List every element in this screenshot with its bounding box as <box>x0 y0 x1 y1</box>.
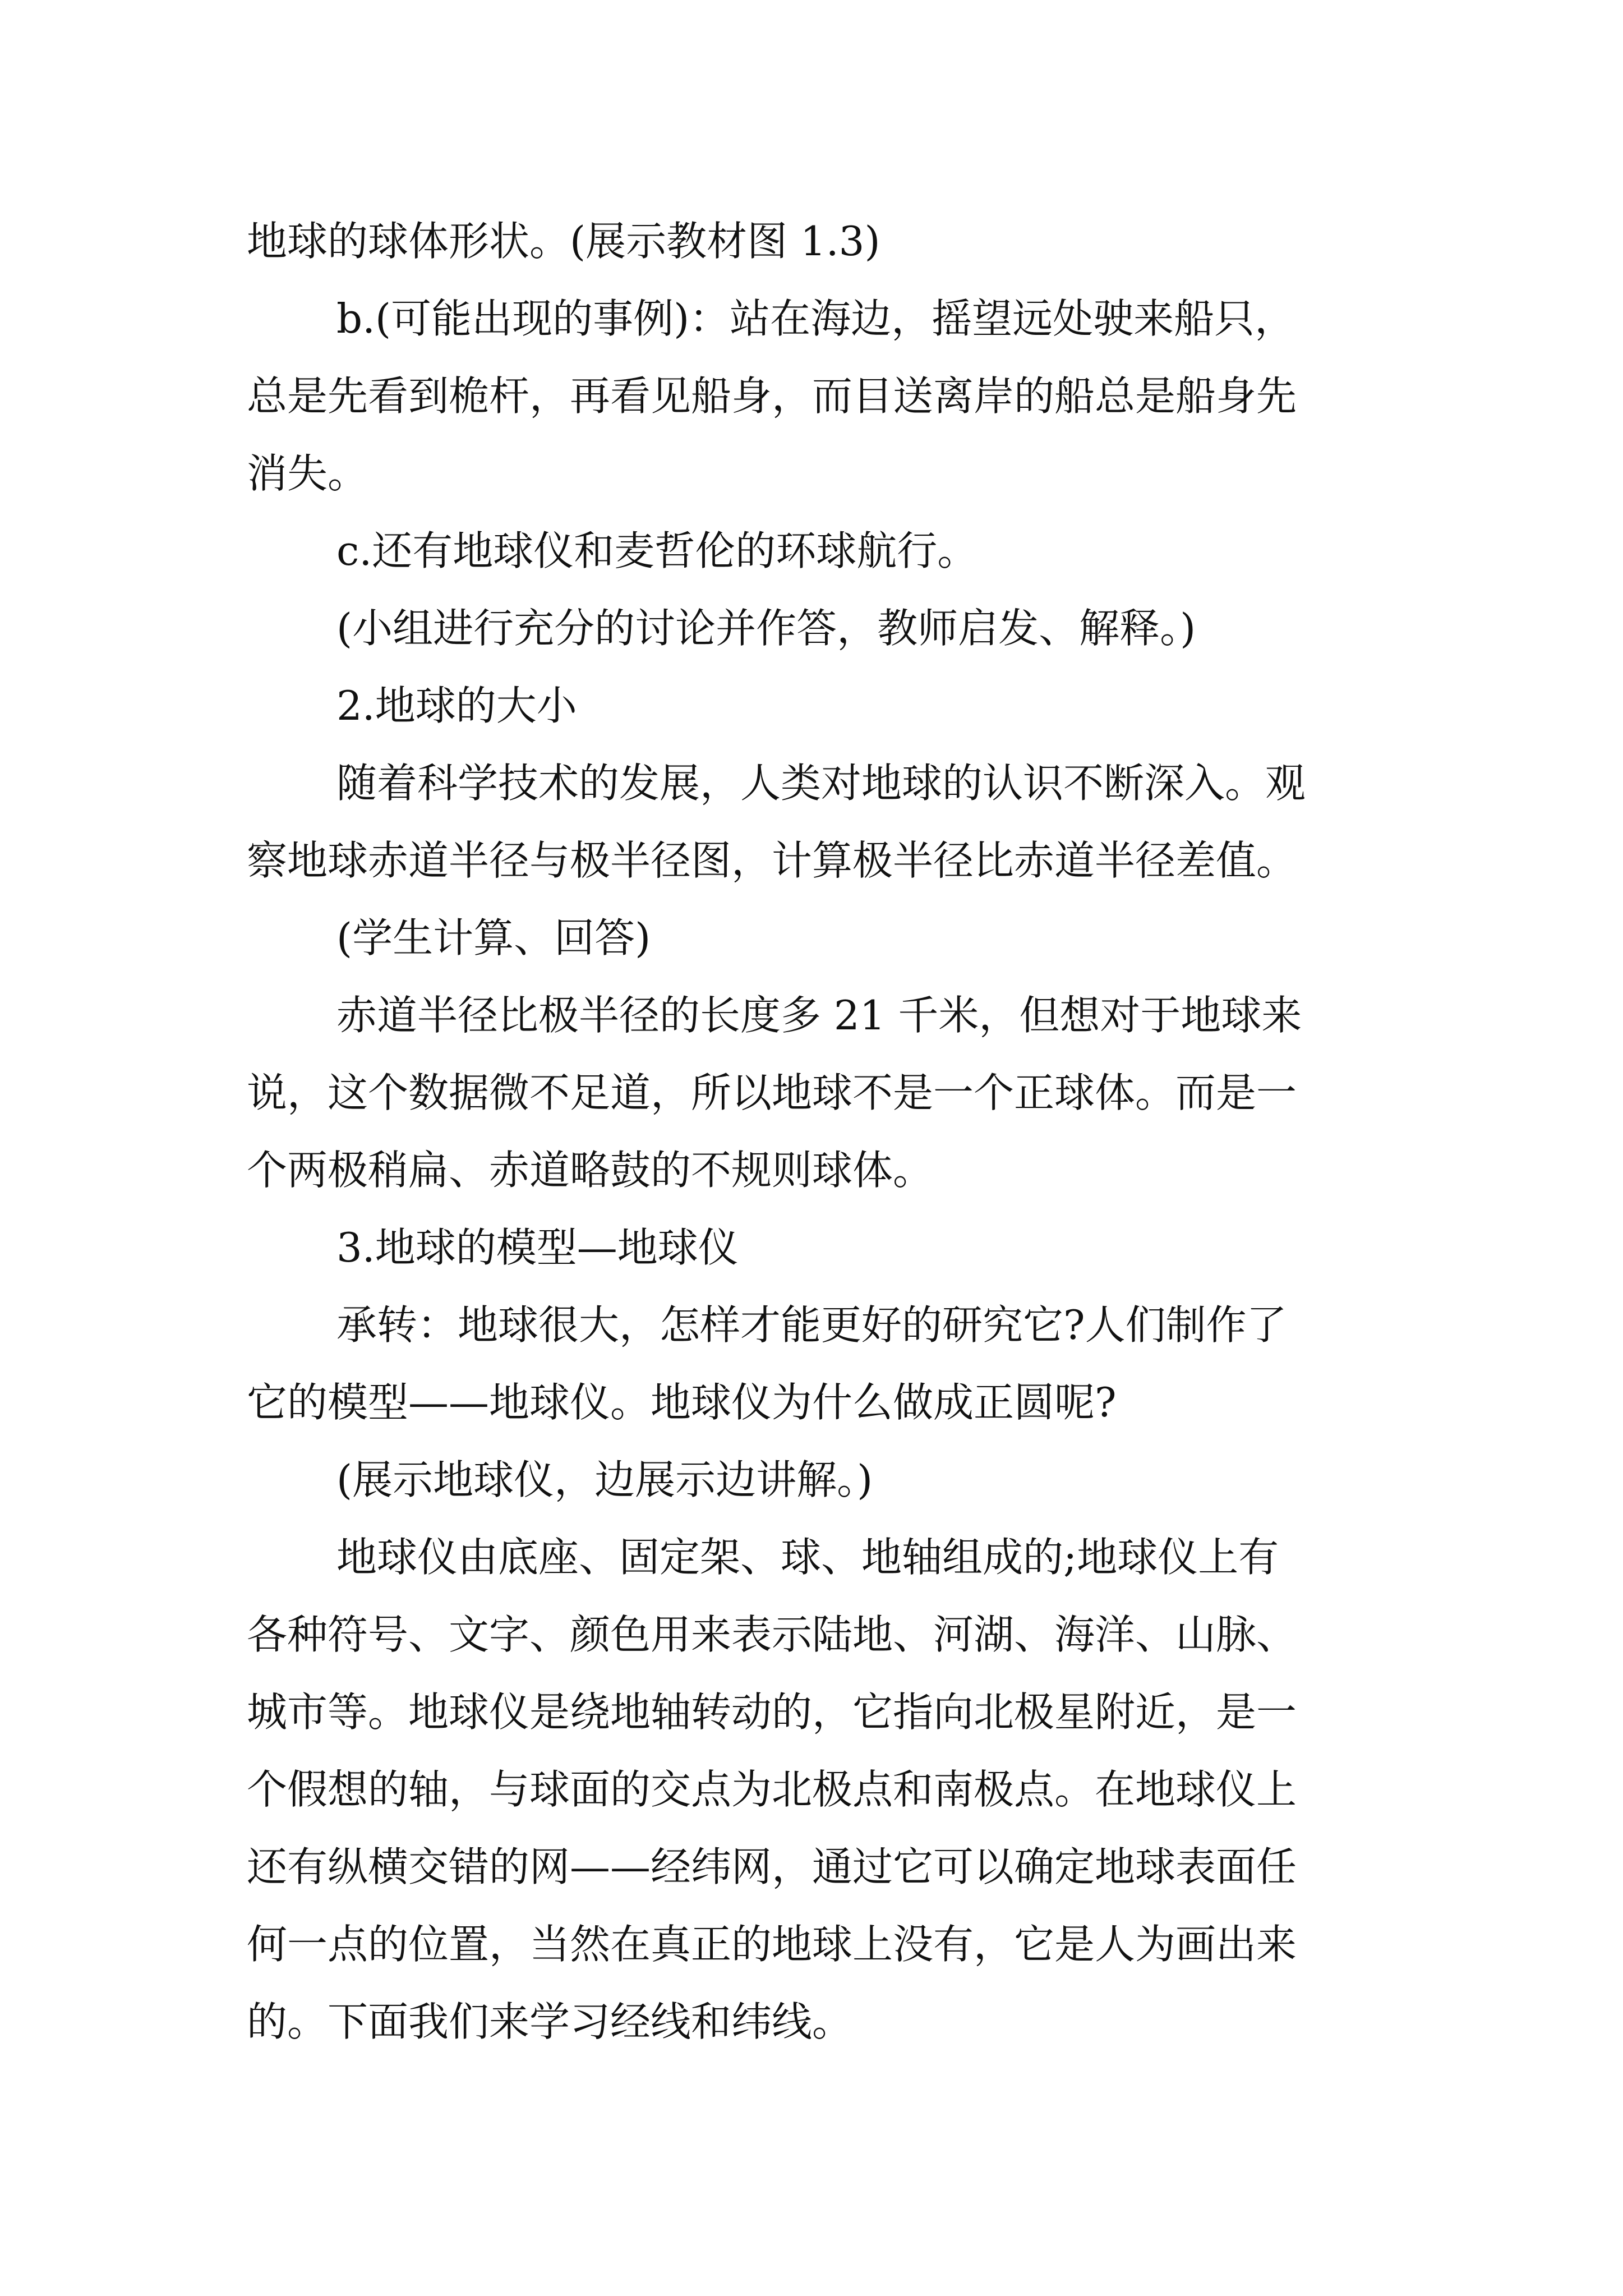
text-line: 赤道半径比极半径的长度多 21 千米，但想对于地球来 <box>336 992 1302 1039</box>
text-line: 总是先看到桅杆，再看见船身，而目送离岸的船总是船身先 <box>247 372 1297 420</box>
text-line: 承转：地球很大，怎样才能更好的研究它?人们制作了 <box>336 1301 1287 1349</box>
text-line: (展示地球仪，边展示边讲解。) <box>336 1456 873 1503</box>
text-line: 还有纵横交错的网——经纬网，通过它可以确定地球表面任 <box>247 1843 1297 1890</box>
text-line: 何一点的位置，当然在真正的地球上没有，它是人为画出来 <box>247 1921 1297 1968</box>
text-line: b.(可能出现的事例)：站在海边，摇望远处驶来船只， <box>336 295 1295 342</box>
text-line: c.还有地球仪和麦哲伦的环球航行。 <box>336 527 978 574</box>
text-line: 地球仪由底座、固定架、球、地轴组成的;地球仪上有 <box>336 1534 1279 1581</box>
text-line: 的。下面我们来学习经线和纬线。 <box>247 1998 853 2045</box>
text-line: 城市等。地球仪是绕地轴转动的，它指向北极星附近，是一 <box>247 1688 1297 1736</box>
text-line: 随着科学技术的发展，人类对地球的认识不断深入。观 <box>336 760 1306 807</box>
text-line: 说，这个数据微不足道，所以地球不是一个正球体。而是一 <box>247 1069 1297 1116</box>
text-line: 个假想的轴，与球面的交点为北极点和南极点。在地球仪上 <box>247 1766 1297 1813</box>
text-line: 地球的球体形状。(展示教材图 1.3) <box>247 218 880 265</box>
text-line: 个两极稍扁、赤道略鼓的不规则球体。 <box>247 1147 934 1194</box>
section-heading: 2.地球的大小 <box>336 682 577 729</box>
section-heading: 3.地球的模型—地球仪 <box>336 1224 739 1271</box>
text-line: (小组进行充分的讨论并作答，教师启发、解释。) <box>336 605 1196 652</box>
text-line: 它的模型——地球仪。地球仪为什么做成正圆呢? <box>247 1379 1117 1426</box>
text-line: (学生计算、回答) <box>336 914 651 961</box>
text-line: 各种符号、文字、颜色用来表示陆地、河湖、海洋、山脉、 <box>247 1611 1297 1658</box>
text-line: 消失。 <box>247 450 368 497</box>
text-line: 察地球赤道半径与极半径图，计算极半径比赤道半径差值。 <box>247 837 1297 884</box>
